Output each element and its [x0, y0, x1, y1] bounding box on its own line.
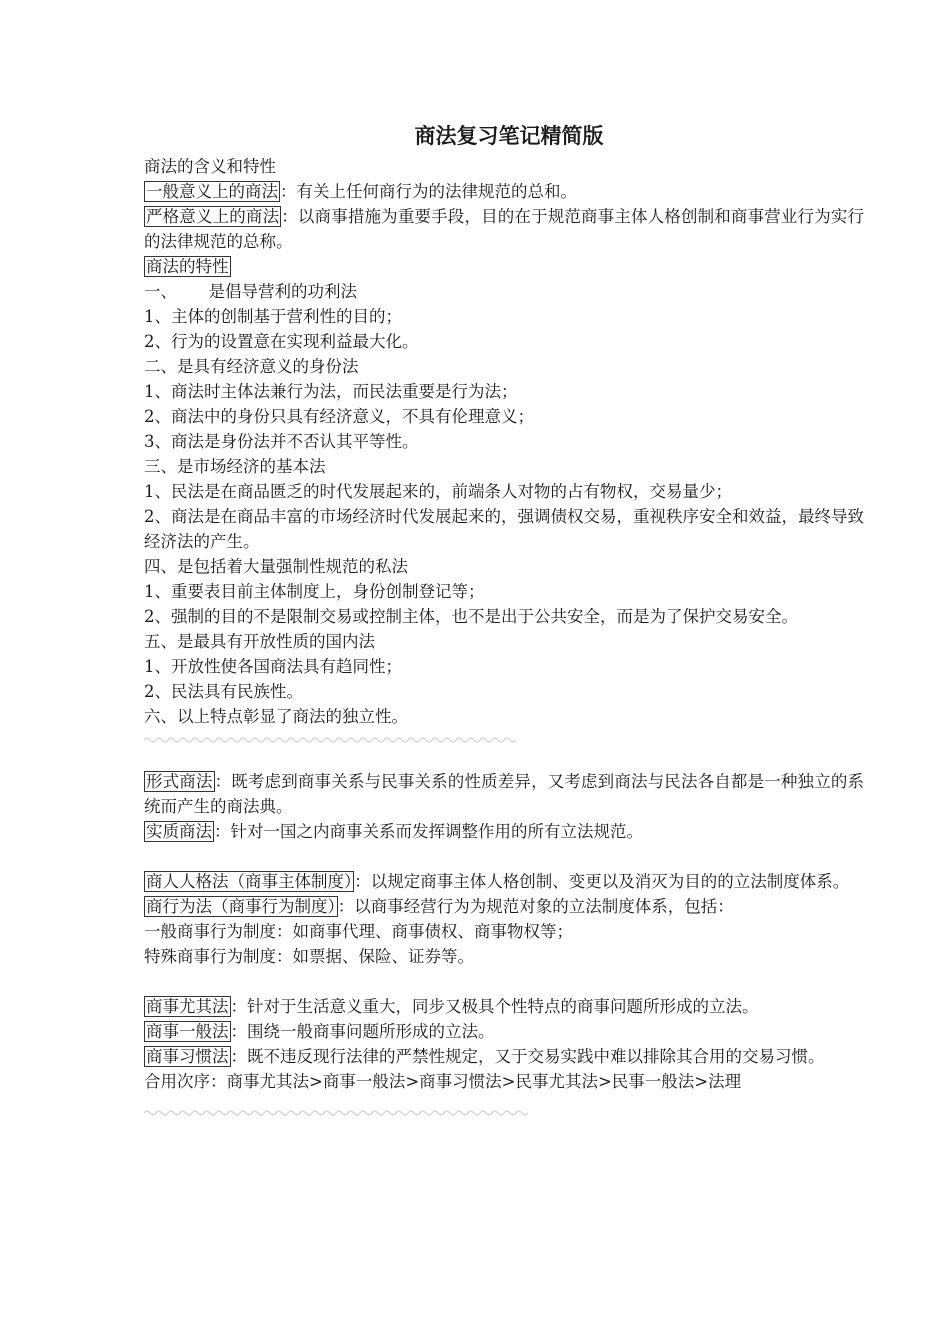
trait-item: 2、强制的目的不是限制交易或控制主体，也不是出于公共安全，而是为了保护交易安全。	[144, 607, 798, 626]
definition-text: ：有关上任何商行为的法律规范的总和。	[280, 182, 577, 201]
definition-text: ：既不违反现行法律的严禁性规定，又于交易实践中难以排除其合用的交易习惯。	[230, 1047, 825, 1066]
wavy-divider-graphic	[144, 1108, 528, 1118]
trait-heading: 三、是市场经济的基本法	[144, 457, 326, 476]
definition-text: ：以商事经营行为为规范对象的立法制度体系，包括：	[337, 897, 734, 916]
trait-item: 2、商法是在商品丰富的市场经济时代发展起来的，强调债权交易，重视秩序安全和效益，最终导致经济法的产生。	[144, 507, 864, 551]
trait-item: 1、开放性使各国商法具有趋同性；	[144, 657, 402, 676]
definition-substantive	[144, 819, 864, 844]
definition-general-law	[144, 1019, 864, 1044]
definition-strict	[144, 204, 864, 254]
trait-item: 2、商法中的身份只具有经济意义，不具有伦理意义；	[144, 407, 534, 426]
section-heading: 商法的含义和特性	[144, 157, 276, 176]
document-title: 商法复习笔记精简版	[414, 123, 604, 148]
term-box: 一般意义上的商法	[146, 182, 278, 201]
traits-heading	[144, 254, 864, 279]
trait-item: 1、重要表目前主体制度上，身份创制登记等；	[144, 582, 485, 601]
term-box: 商行为法（商事行为制度）	[146, 897, 336, 916]
trait-item: 1、民法是在商品匮乏的时代发展起来的，前端条人对物的占有物权，交易量少；	[144, 482, 732, 501]
definition-text: ：针对一国之内商事关系而发挥调整作用的所有立法规范。	[214, 822, 643, 841]
act-general: 一般商事行为制度：如商事代理、商事债权、商事物权等；	[144, 922, 573, 941]
spacer	[144, 844, 864, 869]
wavy-divider-graphic	[144, 735, 516, 745]
trait-item: 2、行为的设置意在实现利益最大化。	[144, 332, 419, 351]
document-page	[144, 118, 864, 1142]
definition-special-law	[144, 994, 864, 1019]
trait-item: 3、商法是身份法并不否认其平等性。	[144, 432, 419, 451]
trait-heading: 五、是最具有开放性质的国内法	[144, 632, 375, 651]
wavy-divider	[144, 1108, 864, 1122]
definition-text: ：以商事措施为重要手段，目的在于规范商事主体人格创制和商事营业行为实行的法律规范的总称。	[144, 207, 865, 251]
term-box: 商事习惯法	[146, 1047, 229, 1066]
trait-heading: 六、以上特点彰显了商法的独立性。	[144, 707, 408, 726]
trait-heading: 一、 是倡导营利的功利法	[144, 282, 357, 301]
act-special: 特殊商事行为制度：如票据、保险、证券等。	[144, 947, 474, 966]
trait-item: 1、主体的创制基于营利性的目的；	[144, 307, 402, 326]
trait-item: 1、商法时主体法兼行为法，而民法重要是行为法；	[144, 382, 518, 401]
wavy-divider	[144, 735, 864, 749]
term-box: 形式商法	[146, 772, 213, 791]
application-order: 合用次序：商事尤其法>商事一般法>商事习惯法>民事尤其法>民事一般法>法理	[144, 1072, 742, 1091]
definition-text: ：以规定商事主体人格创制、变更以及消灭为目的的立法制度体系。	[354, 872, 850, 891]
trait-item: 2、民法具有民族性。	[144, 682, 303, 701]
term-box: 商人人格法（商事主体制度）	[146, 872, 353, 891]
term-box: 商事尤其法	[146, 997, 229, 1016]
definition-text: ：针对于生活意义重大，同步又极具个性特点的商事问题所形成的立法。	[230, 997, 759, 1016]
term-box: 商法的特性	[146, 257, 229, 276]
definition-text: ：既考虑到商事关系与民事关系的性质差异，又考虑到商法与民法各自都是一种独立的系统而产生的商法典。	[144, 772, 865, 816]
definition-person-law	[144, 869, 864, 894]
spacer	[144, 969, 864, 994]
definition-text: ：围绕一般商事问题所形成的立法。	[230, 1022, 495, 1041]
definition-formal	[144, 769, 864, 819]
term-box: 商事一般法	[146, 1022, 229, 1041]
trait-heading: 二、是具有经济意义的身份法	[144, 357, 359, 376]
definition-custom-law	[144, 1044, 864, 1069]
definition-act-law	[144, 894, 864, 919]
definition-general	[144, 179, 864, 204]
term-box: 实质商法	[146, 822, 212, 841]
term-box: 严格意义上的商法	[146, 207, 280, 226]
trait-heading: 四、是包括着大量强制性规范的私法	[144, 557, 408, 576]
